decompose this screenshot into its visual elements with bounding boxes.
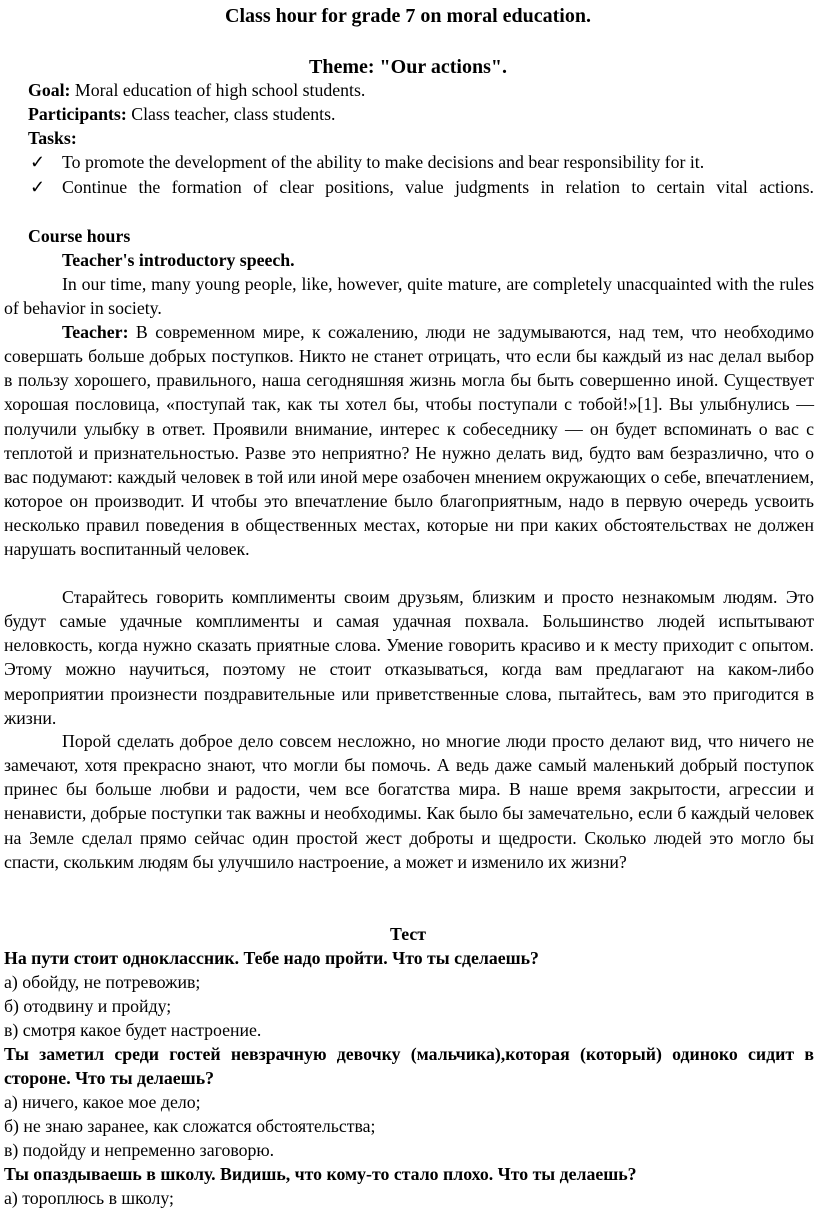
intro-paragraph xyxy=(4,272,814,320)
theme-heading: Theme: "Our actions". xyxy=(309,56,507,78)
question-2: Ты заметил среди гостей невзрачную девочку (мальчика),которая (который) одиноко сидит в стороне. Что ты делаешь? xyxy=(4,1044,814,1088)
question-1: На пути стоит одноклассник. Тебе надо пройти. Что ты сделаешь? xyxy=(4,948,539,968)
answer-option: а) ничего, какое мое дело; xyxy=(4,1092,201,1112)
goal-text: Moral education of high school students. xyxy=(70,80,366,100)
answer-option: б) не знаю заранее, как сложатся обстоятельства; xyxy=(4,1116,376,1136)
participants-label: Participants: xyxy=(28,104,127,124)
teacher-text-block xyxy=(4,320,814,562)
checkmark-icon: ✓ xyxy=(30,177,46,197)
tasks-label: Tasks: xyxy=(28,128,77,148)
task-item xyxy=(62,175,814,199)
goal-line xyxy=(28,78,365,102)
intro-text: In our time, many young people, like, however, quite mature, are completely unacquainted with the rules of behavior in society. xyxy=(4,274,814,319)
teacher-text: В современном мире, к сожалению, люди не задумываются, над тем, что необходимо совершать больше добрых поступков. Никто не станет отрицать, что если бы каждый из нас делал выбор в пользу хорошего, правильного, наша сегодняшняя жизнь могла бы быть совершенно иной. Существует хорошая пословица, «поступай так, как ты хотел бы, чтобы поступали с тобой!»[1]. Вы улыбнулись — получили улыбку в ответ. Проявили внимание, интерес к собеседнику — он будет вспоминать о вас с теплотой и признательностью. Разве это неприятно? Не нужно делать вид, будто вам безразлично, что о вас подумают: каждый человек в той или иной мере озабочен мнением окружающих о себе, впечатлением, которое он производит. И чтобы это впечатление было благоприятным, надо в первую очередь усвоить несколько правил поведения в общественных местах, которые ни при каких обстоятельствах не должен нарушать воспитанный человек. xyxy=(4,322,815,560)
course-hours-heading: Course hours xyxy=(28,226,131,246)
participants-line xyxy=(28,102,335,126)
document-title: Class hour for grade 7 on moral education. xyxy=(225,5,591,27)
checkmark-icon: ✓ xyxy=(30,152,46,172)
answer-option: в) подойду и непременно заговорю. xyxy=(4,1140,275,1160)
paragraph-2: Старайтесь говорить комплименты своим друзьям, близким и просто незнакомым людям. Это будут самые удачные комплименты и самая удачная похвала. Большинство людей испытывают неловкость, когда нужно сказать приятные слова. Умение говорить красиво и к месту приходит с опытом. Этому можно научиться, поэтому не стоит отказываться, когда вам предлагают на каком-либо мероприятии произнести поздравительные или приветственные слова, пытайтесь, вам это пригодится в жизни. xyxy=(4,587,814,728)
answer-option: в) смотря какое будет настроение. xyxy=(4,1020,262,1040)
task-item-text: Continue the formation of clear positions, value judgments in relation to certain vital actions. xyxy=(62,177,814,197)
answer-option: б) отодвину и пройду; xyxy=(4,996,172,1016)
goal-label: Goal: xyxy=(28,80,71,100)
compliments-paragraph xyxy=(4,585,814,730)
test-title: Тест xyxy=(390,924,426,944)
teacher-label: Teacher: xyxy=(62,322,129,342)
good-deeds-paragraph xyxy=(4,729,814,874)
task-item: To promote the development of the ability to make decisions and bear responsibility for it. xyxy=(62,152,705,172)
intro-heading: Teacher's introductory speech. xyxy=(62,250,295,270)
participants-text: Class teacher, class students. xyxy=(126,104,336,124)
paragraph-3: Порой сделать доброе дело совсем несложно, но многие люди просто делают вид, что ничего не замечают, хотя прекрасно знают, что могли бы помочь. А ведь даже самый маленький добрый поступок принес бы больше любви и радости, чем все богатства мира. В наше время закрытости, агрессии и ненависти, добрые поступки так важны и необходимы. Как было бы замечательно, если б каждый человек на Земле сделал прямо сейчас один простой жест доброты и щедрости. Сколько людей это могло бы спасти, скольким людям бы улучшило настроение, а может и изменило их жизни? xyxy=(4,731,814,872)
answer-option: а) тороплюсь в школу; xyxy=(4,1188,174,1208)
teacher-paragraph xyxy=(4,320,814,562)
answer-option: а) обойду, не потревожив; xyxy=(4,972,201,992)
question-3: Ты опаздываешь в школу. Видишь, что кому-то стало плохо. Что ты делаешь? xyxy=(4,1164,637,1184)
